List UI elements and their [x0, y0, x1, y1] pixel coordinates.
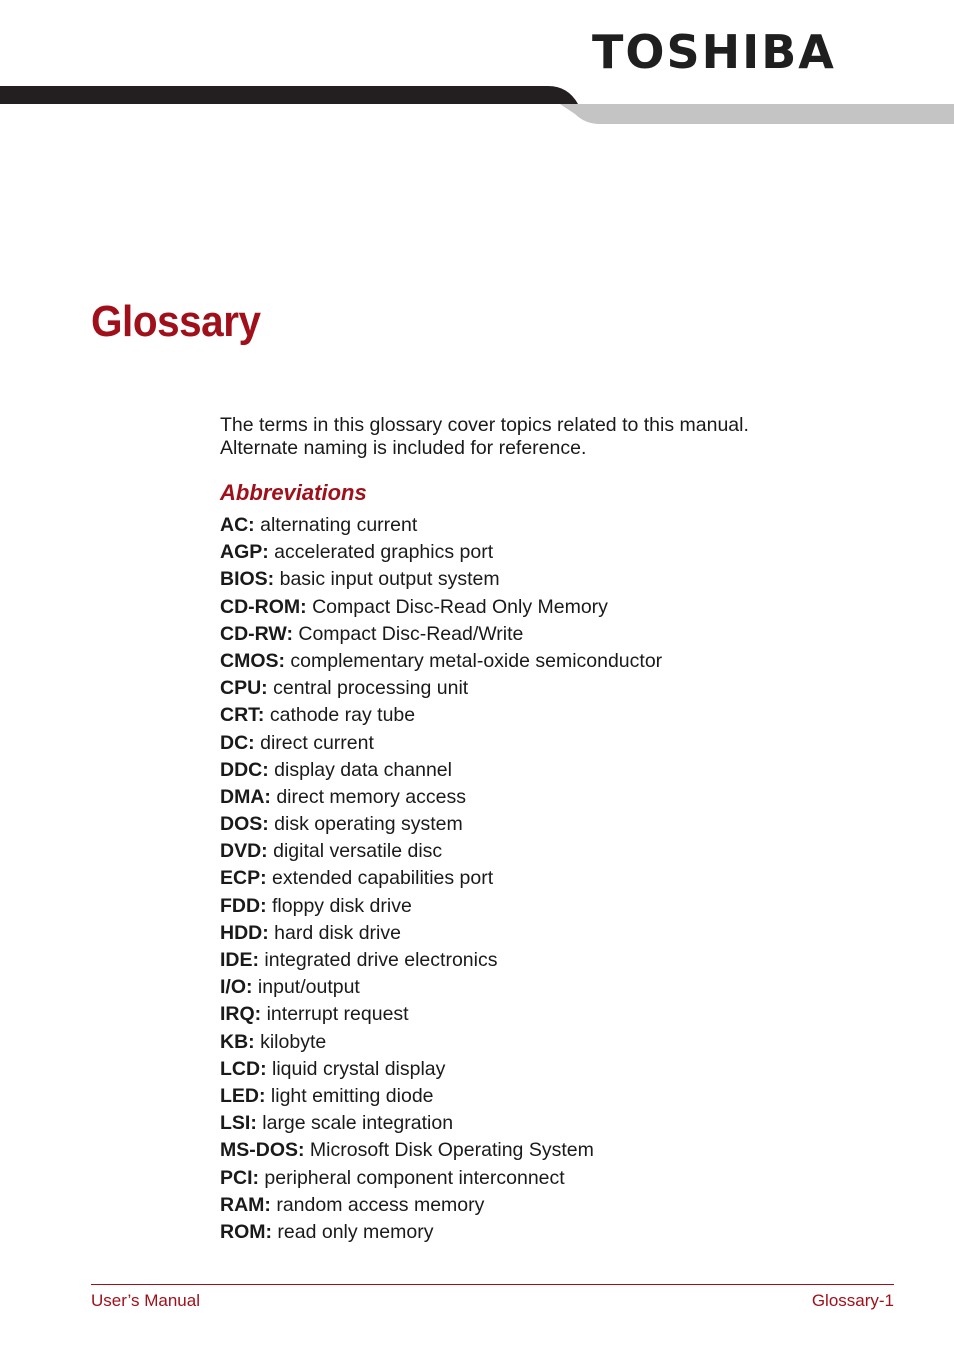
intro-line-1: The terms in this glossary cover topics related to this manual.	[220, 414, 749, 436]
footer-manual-label: User’s Manual	[91, 1291, 200, 1310]
page-title: Glossary	[91, 297, 261, 346]
glossary-term: ROM:	[220, 1220, 272, 1243]
glossary-definition: alternating current	[260, 514, 418, 536]
glossary-term: KB:	[220, 1030, 255, 1053]
glossary-entry	[220, 702, 900, 729]
glossary-term: CRT:	[220, 704, 265, 727]
glossary-entry	[220, 974, 900, 1001]
glossary-definition: accelerated graphics port	[274, 541, 494, 564]
glossary-entry	[220, 1083, 900, 1110]
glossary-entry	[220, 730, 900, 757]
glossary-entry	[220, 893, 900, 920]
glossary-definition: liquid crystal display	[272, 1057, 446, 1080]
glossary-entry	[220, 1029, 900, 1056]
glossary-definition: display data channel	[274, 758, 452, 781]
glossary-entry	[220, 648, 900, 675]
toshiba-logo: TOSHIBA	[592, 25, 836, 79]
glossary-definition: central processing unit	[273, 677, 469, 700]
glossary-term: DMA:	[220, 785, 271, 808]
glossary-definition: hard disk drive	[274, 921, 401, 944]
glossary-definition: Compact Disc-Read/Write	[298, 622, 524, 645]
header-band-light	[560, 104, 954, 124]
glossary-entry	[220, 757, 900, 784]
glossary-term: DDC:	[220, 758, 269, 781]
abbreviation-list	[220, 512, 900, 1246]
glossary-entry	[220, 865, 900, 892]
glossary-entry	[220, 1192, 900, 1219]
glossary-entry	[220, 621, 900, 648]
glossary-term: IDE:	[220, 949, 259, 971]
glossary-term: FDD:	[220, 894, 267, 917]
glossary-definition: floppy disk drive	[272, 894, 412, 917]
glossary-entry	[220, 1110, 900, 1137]
glossary-term: CMOS:	[220, 649, 285, 672]
glossary-definition: basic input output system	[279, 568, 500, 591]
glossary-term: LCD:	[220, 1057, 267, 1080]
glossary-entry	[220, 811, 900, 838]
glossary-entry	[220, 512, 900, 539]
intro-line-2: Alternate naming is included for reference.	[220, 437, 587, 459]
glossary-term: LED:	[220, 1084, 266, 1107]
glossary-definition: peripheral component interconnect	[264, 1166, 565, 1189]
glossary-definition: large scale integration	[262, 1112, 454, 1135]
glossary-term: AGP:	[220, 541, 269, 564]
intro-text	[220, 414, 860, 460]
glossary-definition: kilobyte	[260, 1030, 327, 1053]
glossary-term: IRQ:	[220, 1003, 262, 1026]
glossary-definition: integrated drive electronics	[264, 949, 498, 971]
glossary-definition: extended capabilities port	[272, 867, 494, 890]
glossary-entry	[220, 1056, 900, 1083]
glossary-definition: random access memory	[276, 1193, 485, 1216]
glossary-definition: Compact Disc-Read Only Memory	[312, 595, 608, 618]
glossary-entry	[220, 594, 900, 621]
glossary-definition: digital versatile disc	[273, 840, 443, 863]
glossary-definition: Microsoft Disk Operating System	[309, 1139, 594, 1162]
glossary-definition: input/output	[257, 976, 360, 999]
glossary-entry	[220, 1219, 900, 1246]
glossary-entry	[220, 675, 900, 702]
glossary-term: DVD:	[220, 840, 268, 863]
glossary-entry	[220, 920, 900, 947]
glossary-entry	[220, 566, 900, 593]
glossary-definition: light emitting diode	[270, 1084, 434, 1107]
header-band-dark	[0, 86, 578, 104]
glossary-definition: disk operating system	[274, 813, 463, 836]
glossary-term: AC:	[220, 514, 255, 536]
glossary-term: DC:	[220, 731, 255, 754]
glossary-term: CD-RW:	[220, 622, 293, 645]
footer-page-number: Glossary-1	[811, 1291, 894, 1310]
footer-divider	[91, 1284, 894, 1285]
glossary-term: PCI:	[220, 1166, 259, 1189]
glossary-entry	[220, 1001, 900, 1028]
glossary-term: CPU:	[220, 677, 268, 700]
glossary-entry	[220, 539, 900, 566]
glossary-definition: cathode ray tube	[269, 704, 416, 727]
glossary-entry	[220, 784, 900, 811]
glossary-definition: direct memory access	[276, 785, 466, 808]
glossary-term: DOS:	[220, 813, 269, 836]
glossary-entry	[220, 947, 900, 974]
glossary-entry	[220, 1137, 900, 1164]
glossary-term: BIOS:	[220, 568, 275, 591]
glossary-entry	[220, 838, 900, 865]
glossary-term: ECP:	[220, 867, 267, 890]
glossary-term: CD-ROM:	[220, 595, 307, 618]
glossary-definition: direct current	[260, 731, 374, 754]
glossary-definition: interrupt request	[266, 1003, 409, 1026]
glossary-definition: complementary metal-oxide semiconductor	[290, 649, 663, 672]
glossary-definition: read only memory	[277, 1220, 434, 1243]
glossary-term: I/O:	[220, 976, 253, 999]
glossary-term: MS-DOS:	[220, 1139, 305, 1162]
glossary-term: HDD:	[220, 921, 269, 944]
glossary-entry	[220, 1165, 900, 1192]
section-heading-abbreviations: Abbreviations	[220, 480, 367, 505]
glossary-term: LSI:	[220, 1112, 257, 1135]
glossary-term: RAM:	[220, 1193, 271, 1216]
